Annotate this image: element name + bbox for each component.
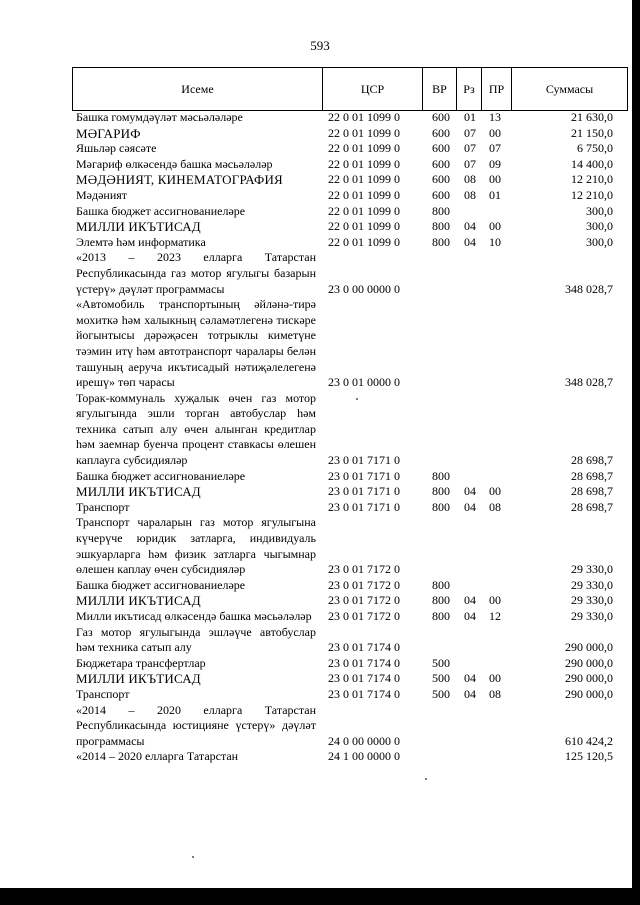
- cell-pr: 09: [489, 156, 501, 171]
- cell-name: «2013 – 2023 елларга Татарстан Республикасында газ мотор ягулыгы базарын үстерү» дәүләт программасы: [76, 250, 316, 296]
- cell-sum: 21 630,0: [571, 110, 613, 124]
- cell-pr: [481, 703, 511, 750]
- table-row: [72, 219, 627, 235]
- cell-name: МИЛЛИ ИКЪТИСАД: [76, 671, 201, 687]
- table-row: [72, 172, 627, 188]
- cell-name: МИЛЛИ ИКЪТИСАД: [76, 219, 201, 235]
- cell-csr: 23 0 01 7171 0: [328, 499, 400, 514]
- cell-rz: [456, 749, 481, 765]
- cell-name: Торак-коммуналь хуҗалык өчен газ мотор ягулыгында эшли торган автобуслар һәм техника сатып алу өчен алынган кредитлар һәм заемнар буенча процент ставкасы өлешен каплауга субсидияләр: [76, 390, 316, 468]
- table-row: [72, 188, 627, 204]
- table-row: [72, 500, 627, 516]
- column-header-rz: Рз: [457, 68, 482, 111]
- cell-csr: 23 0 01 7171 0: [328, 484, 400, 499]
- cell-rz: [456, 703, 481, 750]
- table-row: [72, 297, 627, 391]
- column-header-sum: Суммасы: [512, 68, 628, 111]
- scan-speck: [425, 778, 427, 780]
- table-row: [72, 126, 627, 142]
- cell-name: МИЛЛИ ИКЪТИСАД: [76, 484, 201, 500]
- cell-rz: [456, 578, 481, 594]
- cell-sum: 300,0: [586, 219, 613, 234]
- cell-csr: 22 0 01 1099 0: [328, 156, 400, 171]
- cell-pr: 01: [489, 187, 501, 202]
- cell-pr: [481, 469, 511, 485]
- cell-rz: 04: [464, 484, 476, 499]
- cell-csr: 22 0 01 1099 0: [328, 187, 400, 202]
- budget-table: [72, 110, 627, 765]
- cell-vr: [422, 297, 456, 391]
- cell-pr: 08: [489, 686, 501, 701]
- cell-rz: 04: [464, 499, 476, 514]
- cell-rz: 04: [464, 686, 476, 701]
- table-row: [72, 656, 627, 672]
- cell-sum: 28 698,7: [571, 468, 613, 483]
- cell-csr: 23 0 01 7174 0: [328, 671, 400, 686]
- cell-name: Башка бюджет ассигнованиеләре: [76, 468, 246, 483]
- cell-rz: [456, 515, 481, 577]
- cell-vr: 600: [432, 172, 450, 187]
- scan-edge-right: [632, 0, 640, 905]
- cell-csr: 23 0 01 7172 0: [328, 562, 400, 577]
- table-row: [72, 578, 627, 594]
- table-row: [72, 250, 627, 297]
- cell-pr: 10: [489, 234, 501, 249]
- cell-csr: 23 0 01 7172 0: [328, 577, 400, 592]
- cell-vr: 800: [432, 577, 450, 592]
- cell-vr: 800: [432, 609, 450, 623]
- cell-name: Мәгариф өлкәсендә башка мәсьәләләр: [76, 156, 273, 171]
- page-number: 593: [310, 38, 330, 53]
- cell-sum: 29 330,0: [571, 562, 613, 577]
- cell-pr: [481, 250, 511, 297]
- cell-csr: 22 0 01 1099 0: [328, 125, 400, 140]
- cell-pr: 07: [489, 141, 501, 156]
- cell-vr: 800: [432, 234, 450, 249]
- cell-name: МӘГАРИФ: [76, 125, 141, 141]
- cell-name: Газ мотор ягулыгында эшләүче автобуслар һәм техника сатып алу: [76, 624, 316, 655]
- table-row: [72, 110, 627, 126]
- cell-pr: 13: [489, 110, 501, 124]
- cell-vr: [422, 515, 456, 577]
- cell-rz: 04: [464, 671, 476, 686]
- cell-pr: 00: [489, 219, 501, 234]
- cell-sum: 14 400,0: [571, 156, 613, 171]
- cell-sum: 125 120,5: [565, 749, 613, 764]
- cell-pr: [481, 297, 511, 391]
- cell-rz: 07: [464, 156, 476, 171]
- cell-csr: 24 1 00 0000 0: [328, 749, 400, 764]
- cell-pr: 00: [489, 172, 501, 187]
- cell-rz: 04: [464, 234, 476, 249]
- cell-sum: 348 028,7: [565, 281, 613, 296]
- cell-pr: 12: [489, 609, 501, 623]
- cell-pr: [481, 515, 511, 577]
- cell-rz: [456, 391, 481, 469]
- cell-pr: [481, 578, 511, 594]
- scan-speck: [192, 856, 194, 858]
- table-row: [72, 204, 627, 220]
- cell-sum: 12 210,0: [571, 187, 613, 202]
- cell-csr: 22 0 01 1099 0: [328, 219, 400, 234]
- cell-rz: [456, 250, 481, 297]
- cell-name: Элемтә һәм информатика: [76, 234, 206, 249]
- cell-pr: 00: [489, 671, 501, 686]
- table-row: [72, 593, 627, 609]
- table-row: [72, 625, 627, 656]
- cell-csr: 22 0 01 1099 0: [328, 234, 400, 249]
- cell-rz: 08: [464, 187, 476, 202]
- scan-edge-bottom: [0, 888, 640, 905]
- cell-name: «2014 – 2020 елларга Татарстан: [76, 749, 239, 764]
- cell-rz: [456, 469, 481, 485]
- cell-name: Транспорт: [76, 499, 130, 514]
- cell-vr: 500: [432, 686, 450, 701]
- table-row: [72, 609, 627, 625]
- cell-vr: 800: [432, 203, 450, 218]
- table-row: [72, 671, 627, 687]
- column-header-csr: ЦСР: [323, 68, 423, 111]
- table-row: [72, 141, 627, 157]
- cell-vr: 800: [432, 468, 450, 483]
- cell-name: МӘДӘНИЯТ, КИНЕМАТОГРАФИЯ: [76, 172, 283, 188]
- column-header-name: Исеме: [73, 68, 323, 111]
- cell-sum: 12 210,0: [571, 172, 613, 187]
- cell-vr: 600: [432, 187, 450, 202]
- cell-vr: 500: [432, 655, 450, 670]
- cell-rz: [456, 656, 481, 672]
- cell-pr: [481, 656, 511, 672]
- table-row: [72, 157, 627, 173]
- cell-name: Бюджетара трансфертлар: [76, 655, 206, 670]
- cell-name: Транспорт чараларын газ мотор ягулыгына күчерүче юридик затларга, индивидуаль эшкуарларга һәм физик затларга чыгымнар өлешен каплау өчен субсидияләр: [76, 515, 316, 577]
- cell-csr: 23 0 01 7171 0: [328, 453, 400, 468]
- table-body: [72, 110, 627, 765]
- cell-csr: 22 0 01 1099 0: [328, 203, 400, 218]
- cell-name: Яшьләр сәясәте: [76, 141, 157, 156]
- cell-rz: 04: [464, 609, 476, 623]
- cell-csr: 23 0 01 7174 0: [328, 640, 400, 655]
- cell-vr: 800: [432, 499, 450, 514]
- cell-rz: 04: [464, 593, 476, 608]
- cell-sum: 290 000,0: [565, 671, 613, 686]
- cell-name: МИЛЛИ ИКЪТИСАД: [76, 593, 201, 609]
- table-row: [72, 703, 627, 750]
- cell-name: Башка бюджет ассигнованиеләре: [76, 577, 246, 592]
- cell-name: Милли икътисад өлкәсендә башка мәсьәләләр: [76, 609, 312, 623]
- table-row: [72, 687, 627, 703]
- table-row: [72, 515, 627, 577]
- cell-sum: 300,0: [586, 234, 613, 249]
- cell-csr: 23 0 00 0000 0: [328, 281, 400, 296]
- cell-sum: 290 000,0: [565, 655, 613, 670]
- cell-vr: 600: [432, 141, 450, 156]
- cell-vr: [422, 703, 456, 750]
- cell-csr: 22 0 01 1099 0: [328, 141, 400, 156]
- cell-sum: 28 698,7: [571, 453, 613, 468]
- cell-name: «2014 – 2020 елларга Татарстан Республикасында юстицияне үстерү» дәүләт программасы: [76, 702, 316, 748]
- cell-pr: 00: [489, 593, 501, 608]
- cell-csr: 23 0 01 0000 0: [328, 375, 400, 390]
- cell-csr: 23 0 01 7171 0: [328, 468, 400, 483]
- cell-name: «Автомобиль транспортының әйләнә-тирә мохиткә һәм халыкның сәламәтлегенә тискәре йогынтысы дәрәҗәсен тотрыклы киметүне тәэмин итү һәм автотранспорт чаралары белән ташуның аеруча икътисадый нәтиҗәлелегенә ирешү» төп чарасы: [76, 297, 316, 390]
- cell-rz: 04: [464, 219, 476, 234]
- cell-rz: 01: [464, 110, 476, 124]
- cell-vr: 800: [432, 593, 450, 608]
- cell-sum: 610 424,2: [565, 733, 613, 748]
- cell-rz: [456, 625, 481, 656]
- cell-csr: 23 0 01 7172 0: [328, 609, 400, 623]
- cell-sum: 290 000,0: [565, 686, 613, 701]
- cell-vr: 800: [432, 484, 450, 499]
- cell-rz: 07: [464, 141, 476, 156]
- cell-csr: 23 0 01 7174 0: [328, 686, 400, 701]
- cell-rz: 08: [464, 172, 476, 187]
- cell-pr: 00: [489, 125, 501, 140]
- table-row: [72, 749, 627, 765]
- cell-rz: [456, 297, 481, 391]
- cell-sum: 300,0: [586, 203, 613, 218]
- cell-pr: [481, 204, 511, 220]
- cell-csr: 22 0 01 1099 0: [328, 172, 400, 187]
- table-row: [72, 469, 627, 485]
- table-row: [72, 235, 627, 251]
- cell-vr: [422, 391, 456, 469]
- column-header-vr: ВР: [423, 68, 457, 111]
- cell-vr: 800: [432, 219, 450, 234]
- cell-sum: 29 330,0: [571, 609, 613, 623]
- cell-sum: 29 330,0: [571, 577, 613, 592]
- cell-sum: 290 000,0: [565, 640, 613, 655]
- cell-pr: 08: [489, 499, 501, 514]
- cell-pr: [481, 625, 511, 656]
- cell-name: Мәдәният: [76, 187, 128, 202]
- cell-sum: 21 150,0: [571, 125, 613, 140]
- table-row: [72, 391, 627, 469]
- cell-sum: 348 028,7: [565, 375, 613, 390]
- cell-vr: [422, 250, 456, 297]
- cell-vr: 600: [432, 110, 450, 124]
- cell-pr: 00: [489, 484, 501, 499]
- cell-vr: [422, 749, 456, 765]
- table-row: [72, 484, 627, 500]
- cell-rz: 07: [464, 125, 476, 140]
- cell-csr: 23 0 01 7172 0: [328, 593, 400, 608]
- cell-vr: 600: [432, 156, 450, 171]
- scan-speck: [356, 398, 358, 400]
- cell-pr: [481, 391, 511, 469]
- cell-name: Башка гомумдәүләт мәсьәләләре: [76, 110, 243, 124]
- column-header-pr: ПР: [482, 68, 512, 111]
- cell-csr: 24 0 00 0000 0: [328, 733, 400, 748]
- cell-sum: 28 698,7: [571, 499, 613, 514]
- cell-sum: 28 698,7: [571, 484, 613, 499]
- cell-sum: 6 750,0: [577, 141, 613, 156]
- cell-vr: [422, 625, 456, 656]
- table-header: [72, 67, 628, 111]
- cell-sum: 29 330,0: [571, 593, 613, 608]
- cell-pr: [481, 749, 511, 765]
- cell-csr: 23 0 01 7174 0: [328, 655, 400, 670]
- cell-vr: 500: [432, 671, 450, 686]
- cell-name: Транспорт: [76, 686, 130, 701]
- cell-vr: 600: [432, 125, 450, 140]
- cell-rz: [456, 204, 481, 220]
- cell-name: Башка бюджет ассигнованиеләре: [76, 203, 246, 218]
- cell-csr: 22 0 01 1099 0: [328, 110, 400, 124]
